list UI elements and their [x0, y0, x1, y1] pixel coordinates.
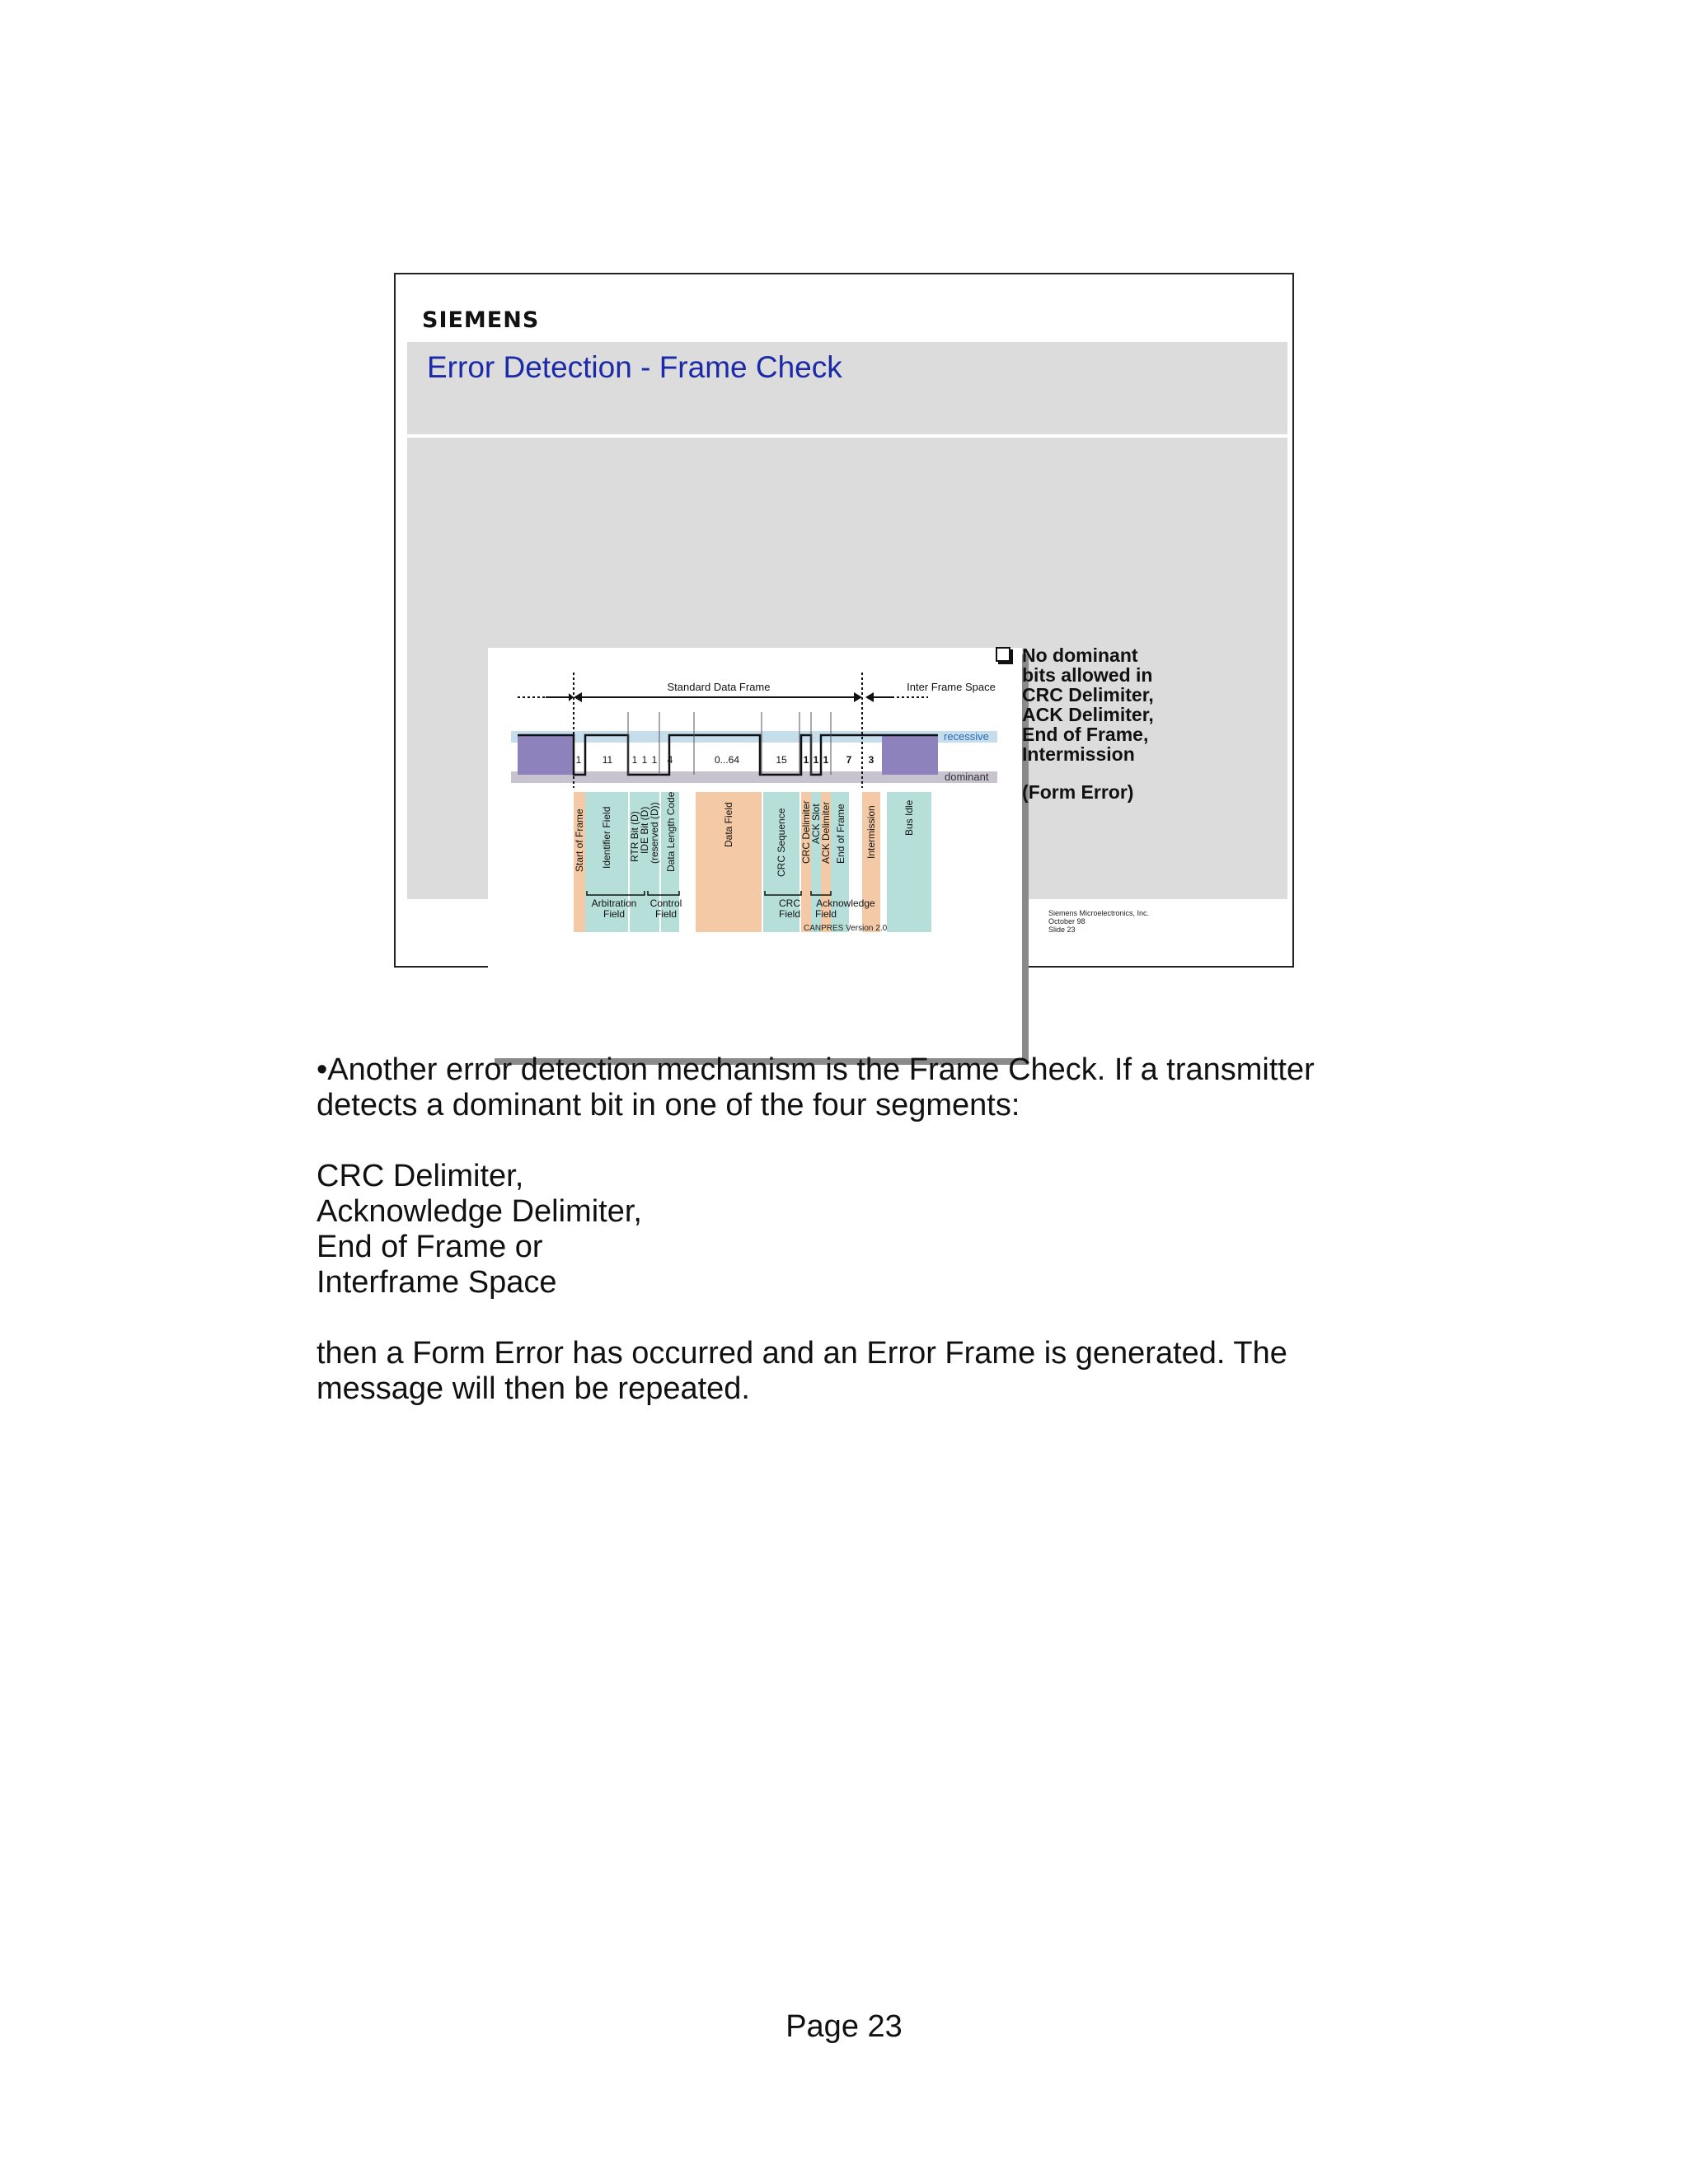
page-number: Page 23: [785, 2009, 903, 2044]
standard-frame-arrow-left-head: [574, 692, 582, 702]
slide-image: [394, 273, 1294, 968]
segment-line: End of Frame or: [316, 1230, 543, 1264]
arbitration-field-line2: Field: [603, 908, 626, 920]
paragraph-line: •Another error detection mechanism is the Frame Check. If a transmitter: [316, 1052, 1315, 1087]
bit-count-crc: 15: [776, 754, 787, 766]
segment-line: Acknowledge Delimiter,: [316, 1194, 642, 1229]
checkbox-bullet-icon: [996, 647, 1010, 662]
crc-field-line2: Field: [778, 908, 801, 920]
label-reserved: (reserved (D)): [649, 802, 660, 864]
bullet-line: Intermission: [1022, 743, 1135, 765]
siemens-logo: SIEMENS: [422, 307, 540, 333]
slide-title-band: [407, 342, 1287, 434]
slide-footer-info: [1048, 909, 1149, 934]
idle-block-left: [518, 735, 574, 775]
notes-text: [316, 1052, 1404, 1407]
recessive-label: recessive: [944, 730, 989, 743]
dominant-label: dominant: [945, 771, 989, 783]
bit-count-data: 0...64: [714, 754, 740, 766]
bit-count-crc-delimiter: 1: [803, 754, 809, 766]
label-rtr-bit: RTR Bit (D): [629, 811, 640, 862]
can-frame-diagram: [488, 648, 1022, 1058]
bit-count-reserved: 1: [651, 754, 658, 766]
inter-frame-arrow-head: [865, 692, 874, 702]
bullet-line: No dominant: [1022, 644, 1138, 666]
bit-count-ack-delimiter: 1: [823, 754, 829, 766]
slide-title: Error Detection - Frame Check: [427, 350, 842, 384]
idle-block-right: [882, 735, 938, 775]
diagram-panel: [488, 648, 1022, 1058]
label-identifier-field: Identifier Field: [601, 806, 612, 869]
paragraph-line: message will then be repeated.: [316, 1371, 750, 1406]
label-intermission: Intermission: [865, 805, 877, 859]
standard-frame-arrow-right-head: [854, 692, 862, 702]
segment-line: Interframe Space: [316, 1265, 557, 1300]
bit-count-ack-slot: 1: [813, 754, 819, 766]
inter-frame-space-label: Inter Frame Space: [907, 681, 996, 693]
bullet-line: ACK Delimiter,: [1022, 704, 1154, 725]
label-bus-idle: Bus Idle: [903, 799, 915, 836]
label-ack-delimiter: ACK Delimiter: [820, 801, 832, 864]
bit-count-eof: 7: [846, 754, 852, 766]
acknowledge-field-line2: Field: [814, 908, 837, 920]
bullet-line: CRC Delimiter,: [1022, 684, 1154, 705]
paragraph-line: then a Form Error has occurred and an Error Frame is generated. The: [316, 1336, 1287, 1371]
bit-count-ide: 1: [641, 754, 648, 766]
bit-count-sof: 1: [575, 754, 582, 766]
bit-count-intermission: 3: [868, 754, 874, 766]
label-end-of-frame: End of Frame: [835, 804, 846, 864]
frame-diagram-svg: [488, 648, 1022, 1058]
label-start-of-frame: Start of Frame: [574, 808, 585, 872]
footer-slide-number: Slide 23: [1048, 926, 1076, 934]
label-data-field: Data Field: [723, 802, 734, 847]
bit-count-rtr: 1: [631, 754, 638, 766]
footer-date: October 98: [1048, 917, 1085, 926]
standard-data-frame-label: Standard Data Frame: [667, 681, 771, 693]
bit-count-identifier: 11: [602, 754, 613, 766]
label-ack-slot: ACK Slot: [810, 804, 822, 844]
label-data-length-code: Data Length Code: [665, 791, 677, 872]
form-error-note: (Form Error): [1022, 781, 1134, 803]
crc-field-line1: CRC: [779, 898, 800, 909]
label-crc-sequence: CRC Sequence: [776, 808, 787, 877]
slide-footer-version: CANPRES Version 2.0: [804, 924, 888, 933]
control-field-line2: Field: [654, 908, 678, 920]
bit-count-labels: [576, 754, 874, 766]
arbitration-field-line1: Arbitration: [591, 898, 637, 909]
paragraph-line: detects a dominant bit in one of the four segments:: [316, 1088, 1020, 1122]
bit-count-dlc: 4: [667, 754, 673, 766]
slide-bullet: [1022, 645, 1286, 802]
footer-company: Siemens Microelectronics, Inc.: [1048, 909, 1150, 917]
acknowledge-field-line1: Acknowledge: [816, 898, 875, 909]
bullet-line: End of Frame,: [1022, 724, 1149, 745]
bullet-line: bits allowed in: [1022, 664, 1153, 686]
control-field-line1: Control: [649, 898, 682, 909]
label-ide-bit: IDE Bit (D): [639, 806, 650, 854]
label-crc-delimiter: CRC Delimiter: [800, 800, 812, 864]
segment-line: CRC Delimiter,: [316, 1159, 524, 1193]
